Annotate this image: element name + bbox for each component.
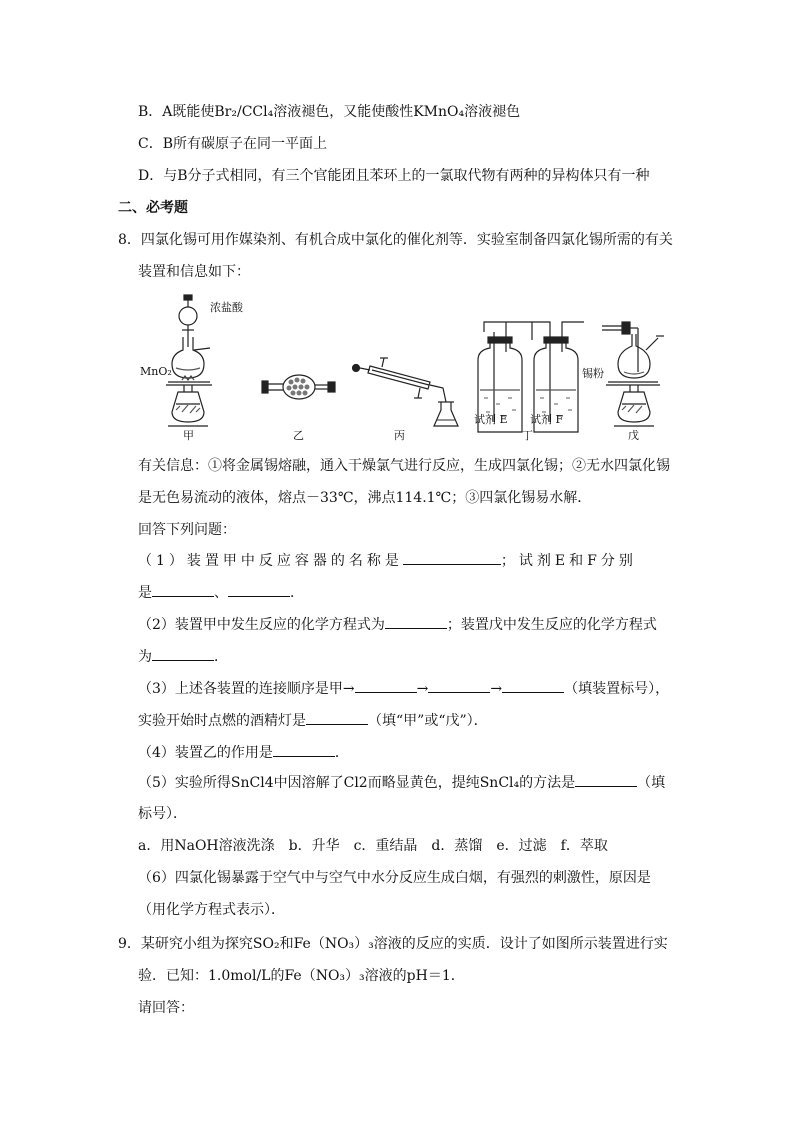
q8-p1-line1 (138, 550, 637, 571)
q8-p2-line1 (138, 614, 657, 635)
apparatus-yi (262, 375, 335, 399)
label-bing: 丙 (394, 429, 405, 442)
q8-p1-text: （1）装置甲中反应容器的名称是 (138, 553, 403, 569)
apparatus-wu (602, 322, 664, 426)
q8-p2-line2 (138, 646, 228, 667)
q8-answer-prompt: 回答下列问题： (138, 522, 236, 538)
q8-p1-end: ． (290, 585, 304, 601)
q8-p1-sep: 、 (214, 585, 228, 601)
q8-p6-line2: （用化学方程式表示）． (138, 902, 285, 918)
q8-p5-options: a．用NaOH溶液洗涤 b．升华 c．重结晶 d．蒸馏 e．过滤 f．萃取 (138, 838, 608, 854)
label-reagent-f: 试剂 F (530, 413, 564, 426)
q8-p6-line1: （6）四氯化锡暴露于空气中与空气中水分反应生成白烟，有强烈的刺激性，原因是 (138, 870, 651, 886)
q8-p2-blank1[interactable] (385, 614, 447, 629)
option-b: B．A既能使Br₂/CCl₄溶液褪色，又能使酸性KMnO₄溶液褪色 (138, 104, 521, 120)
apparatus-jia (166, 295, 212, 426)
apparatus-bing (353, 358, 459, 426)
q8-p3-blank1[interactable] (355, 678, 417, 693)
q8-p1-blank2[interactable] (152, 582, 214, 597)
q8-p5-blank[interactable] (575, 772, 637, 787)
q8-p3-blank4[interactable] (306, 710, 368, 725)
q8-p5-text-end: （填 (637, 775, 666, 791)
q8-p3-blank3[interactable] (502, 678, 564, 693)
label-jia: 甲 (183, 429, 194, 442)
q8-p5-line2: 标号）． (138, 806, 187, 822)
q8-p2-text: （2）装置甲中发生反应的化学方程式为 (138, 617, 385, 633)
label-tin-powder: 锡粉 (582, 367, 604, 380)
q8-info-line2: 是无色易流动的液体，熔点－33℃，沸点114.1℃；③四氯化锡易水解． (138, 490, 592, 506)
q8-p1-text-end: ；试剂E和F分别 (500, 553, 637, 569)
label-wu: 戊 (628, 429, 639, 442)
apparatus-figure (138, 292, 668, 444)
label-reagent-e: 试剂 E (474, 413, 508, 426)
section-title: 二、必考题 (118, 200, 188, 216)
q8-p2-line2-start: 为 (138, 649, 152, 665)
q8-stem-line1: 8．四氯化锡可用作媒染剂、有机合成中氯化的催化剂等．实验室制备四氯化锡所需的有关 (118, 232, 673, 248)
q8-p3-line2 (138, 710, 488, 731)
label-yi: 乙 (293, 429, 304, 442)
q8-p3-line2-end: （填“甲”或“戊”）． (368, 713, 488, 729)
option-d: D．与B分子式相同，有三个官能团且苯环上的一氯取代物有两种的异构体只有一种 (138, 168, 650, 184)
q8-p5-line1 (138, 772, 665, 793)
q9-line1: 9．某研究小组为探究SO₂和Fe（NO₃）₃溶液的反应的实质．设计了如图所示装置进行实 (118, 936, 668, 952)
q8-p3-line1 (138, 678, 669, 699)
label-hcl: 浓盐酸 (210, 301, 243, 314)
q8-p5-text: （5）实验所得SnCl4中因溶解了Cl2而略显黄色，提纯SnCl₄的方法是 (138, 775, 576, 791)
q8-p4-text: （4）装置乙的作用是 (138, 745, 273, 761)
q9-line3: 请回答： (138, 1000, 194, 1016)
q8-p1-line2 (138, 582, 304, 603)
q8-p3-text-end: （填装置标号）， (564, 681, 670, 697)
option-c: C．B所有碳原子在同一平面上 (138, 136, 327, 152)
q9-line2: 验．已知：1.0mol/L的Fe（NO₃）₃溶液的pH＝1． (138, 968, 465, 984)
q8-p3-blank2[interactable] (428, 678, 490, 693)
q8-p1-blank1[interactable] (403, 550, 501, 565)
q8-p3-arrow2: → (490, 681, 503, 697)
q8-p3-arrow1: → (416, 681, 429, 697)
q8-stem-line2: 装置和信息如下： (138, 264, 250, 280)
q8-p1-blank3[interactable] (228, 582, 290, 597)
q8-p4-blank[interactable] (273, 742, 335, 757)
label-mno2: MnO₂ (140, 365, 172, 378)
q8-p2-end: ． (214, 649, 228, 665)
q8-p2-text-mid: ；装置戊中发生反应的化学方程式 (446, 617, 657, 633)
q8-p2-blank2[interactable] (152, 646, 214, 661)
q8-p1-line2-start: 是 (138, 585, 152, 601)
q8-p3-text: （3）上述各装置的连接顺序是甲→ (138, 681, 355, 697)
q8-p3-line2-text: 实验开始时点燃的酒精灯是 (138, 713, 306, 729)
label-ding: 丁 (522, 429, 533, 442)
q8-p4-end: ． (334, 745, 349, 761)
q8-info-line1: 有关信息：①将金属锡熔融，通入干燥氯气进行反应，生成四氯化锡；②无水四氯化锡 (138, 458, 670, 474)
q8-p4-line (138, 742, 349, 763)
